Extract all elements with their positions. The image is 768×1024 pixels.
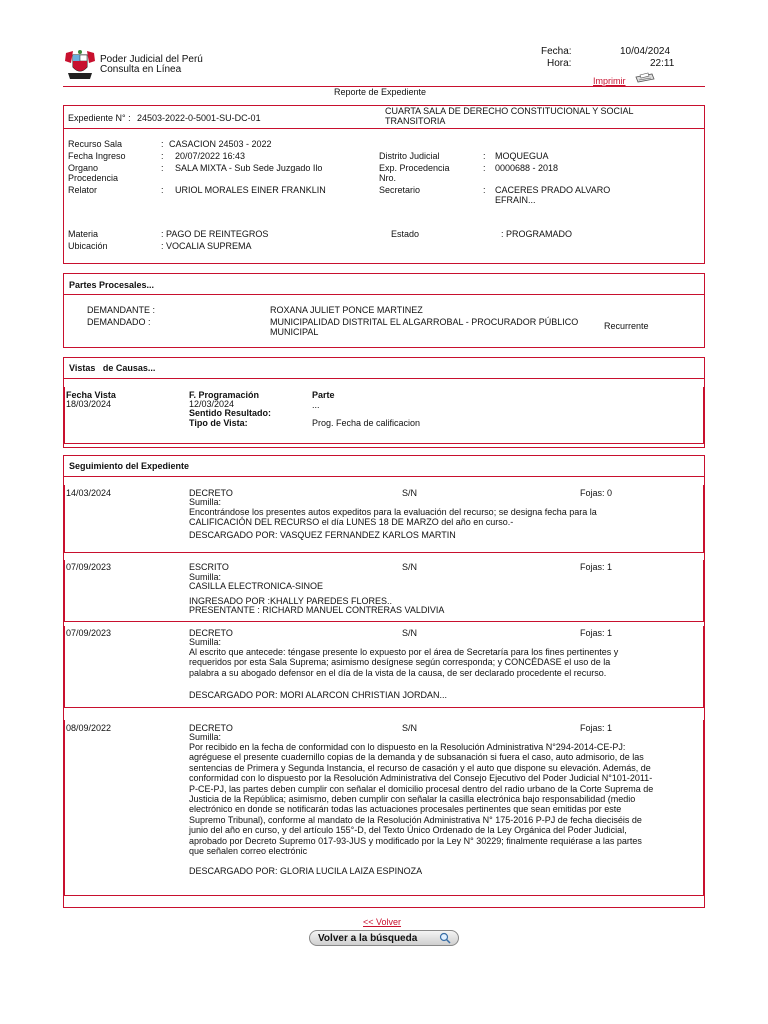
demandado-label: DEMANDADO : xyxy=(87,317,151,327)
exp-procedencia-value: 0000688 - 2018 xyxy=(495,163,559,173)
distrito-label: Distrito Judicial xyxy=(379,151,440,161)
entry-type: DECRETO xyxy=(189,628,233,638)
entry-date: 07/09/2023 xyxy=(66,562,112,572)
entry-sn: S/N xyxy=(402,723,418,733)
hora-value: 22:11 xyxy=(650,58,675,69)
f-programacion-value: 12/03/2024 xyxy=(189,399,235,409)
entry-fojas: Fojas: 1 xyxy=(580,723,613,733)
back-to-search-button[interactable] xyxy=(309,930,459,946)
colon: : xyxy=(161,163,164,173)
vistas-inner-box xyxy=(64,387,704,444)
relator-label: Relator xyxy=(68,185,98,195)
fecha-vista-value: 18/03/2024 xyxy=(66,399,112,409)
entry-date: 08/09/2022 xyxy=(66,723,112,733)
exp-procedencia-label: Exp. Procedencia Nro. xyxy=(379,163,450,183)
print-link[interactable]: Imprimir xyxy=(593,76,626,86)
tipo-vista-value: Prog. Fecha de calificacion xyxy=(312,418,421,428)
demandado-value: MUNICIPALIDAD DISTRITAL EL ALGARROBAL - PROCURADOR PÚBLICO MUNICIPAL xyxy=(270,317,579,337)
entry-text: Encontrándose los presentes autos expeditos para la evaluación del recurso; se designa fecha para la CALIFICACIÓN DEL RECURSO el día LUNES 18 DE MARZO del año en curso.- xyxy=(189,507,597,528)
colon: : xyxy=(161,151,164,161)
seguimiento-title: Seguimiento del Expediente xyxy=(69,461,190,471)
recurso-sala-value: CASACION 24503 - 2022 xyxy=(169,139,272,149)
demandante-label: DEMANDANTE : xyxy=(87,305,156,315)
vistas-title: Vistas de Causas... xyxy=(69,363,156,373)
entry-sumilla-label: Sumilla: xyxy=(189,732,222,742)
partes-title-box xyxy=(63,273,705,295)
fecha-ingreso-label: Fecha Ingreso xyxy=(68,151,126,161)
entry-footer: DESCARGADO POR: VASQUEZ FERNANDEZ KARLOS MARTIN xyxy=(189,530,456,540)
report-title: Reporte de Expediente xyxy=(334,87,427,97)
entry-date: 07/09/2023 xyxy=(66,628,112,638)
relator-value: URIOL MORALES EINER FRANKLIN xyxy=(175,185,326,195)
recurso-sala-label: Recurso Sala xyxy=(68,139,123,149)
org-subtitle: Consulta en Línea xyxy=(100,64,182,75)
fecha-ingreso-value: 20/07/2022 16:43 xyxy=(175,151,246,161)
estado-value: : PROGRAMADO xyxy=(501,229,573,239)
colon: : xyxy=(483,185,486,195)
tipo-vista-label: Tipo de Vista: xyxy=(189,418,248,428)
secretario-value: CACERES PRADO ALVARO EFRAIN... xyxy=(495,185,611,205)
entry-footer: DESCARGADO POR: MORI ALARCON CHRISTIAN JORDAN... xyxy=(189,690,448,700)
materia-label: Materia xyxy=(68,229,99,239)
back-to-search-label: Volver a la búsqueda xyxy=(318,933,418,944)
demandante-value: ROXANA JULIET PONCE MARTINEZ xyxy=(270,305,423,315)
f-programacion-label: F. Programación xyxy=(189,390,260,400)
secretario-label: Secretario xyxy=(379,185,421,195)
entry-text: Al escrito que antecede: téngase presente lo expuesto por el área de Secretaría para los fines pertinentes y requeridos por esta Sala Suprema; asimismo desígnese según corresponda; y CONCÉDASE el uso de la palabra a su abogado defensor en el día de la vista de la causa, de ser declarado procedente el recurso. xyxy=(189,647,619,678)
entry-fojas: Fojas: 1 xyxy=(580,628,613,638)
vistas-title-box xyxy=(63,357,705,379)
ubicacion-label: Ubicación xyxy=(68,241,108,251)
printer-icon[interactable] xyxy=(634,70,656,84)
entry-footer: DESCARGADO POR: GLORIA LUCILA LAIZA ESPINOZA xyxy=(189,866,423,876)
expediente-number: 24503-2022-0-5001-SU-DC-01 xyxy=(137,113,261,123)
colon: : xyxy=(161,185,164,195)
entry-sumilla-label: Sumilla: xyxy=(189,572,222,582)
entry-sumilla-label: Sumilla: xyxy=(189,497,222,507)
sentido-resultado-label: Sentido Resultado: xyxy=(189,408,272,418)
entry-fojas: Fojas: 0 xyxy=(580,488,613,498)
fecha-label: Fecha: xyxy=(541,46,572,57)
entry-sn: S/N xyxy=(402,562,418,572)
recurrente-label: Recurrente xyxy=(604,321,649,331)
organo-label: Organo Procedencia xyxy=(68,163,119,183)
colon: : xyxy=(483,163,486,173)
distrito-value: MOQUEGUA xyxy=(495,151,549,161)
parte-label: Parte xyxy=(312,390,335,400)
sala-name: CUARTA SALA DE DERECHO CONSTITUCIONAL Y SOCIAL TRANSITORIA xyxy=(385,106,634,126)
entry-type: ESCRITO xyxy=(189,562,229,572)
entry-sn: S/N xyxy=(402,488,418,498)
estado-label: Estado xyxy=(391,229,420,239)
materia-value: : PAGO DE REINTEGROS xyxy=(161,229,269,239)
entry-text: Por recibido en la fecha de conformidad con lo dispuesto en la Resolución Administrativa N°294-2014-CE-PJ: agréguese el presente cuadernillo copias de la demanda y de subsanación si fuera el caso, auto admisorio, de las sentencias de Primera y Segunda Instancia, el recurso de casación y el auto que dispone su elevación. Además, de conformidad con lo dispuesto por la Resolución Administrativa del Consejo Ejecutivo del Poder Judicial N°101-2011-P-CE-PJ, las partes deben cumplir con señalar el domicilio procesal dentro del radio urbano de la Corte Suprema de Justicia de la República; asimismo, deben cumplir con señalar la casilla electrónica bajo responsabilidad (medio electrónico en donde se notificarán todas las actuaciones procesales pertinentes que sean emitidas por este Supremo Tribunal), conforme al mandato de la Resolución Administrativa N° 175-2016 P-PJ de fecha dieciséis de junio del año en curso, y del artículo 155°-D, del Texto Único Ordenado de la Ley Orgánica del Poder Judicial, aprobado por Decreto Supremo 017-93-JUS y modificado por la Ley N° 30229; finalmente requiérase a las partes que señalen correo electrónic xyxy=(189,742,654,857)
peru-coat-of-arms-logo xyxy=(63,49,97,81)
colon: : xyxy=(161,139,164,149)
hora-label: Hora: xyxy=(547,58,572,69)
entry-sn: S/N xyxy=(402,628,418,638)
ubicacion-value: : VOCALIA SUPREMA xyxy=(161,241,252,251)
expediente-number-label: Expediente N° : xyxy=(68,113,131,123)
search-icon xyxy=(438,932,452,950)
parte-value: ... xyxy=(312,400,320,410)
entry-sumilla-label: Sumilla: xyxy=(189,637,222,647)
entry-type: DECRETO xyxy=(189,488,233,498)
entry-footer-presentante: PRESENTANTE : RICHARD MANUEL CONTRERAS VALDIVIA xyxy=(189,605,445,615)
partes-title: Partes Procesales... xyxy=(69,280,155,290)
colon: : xyxy=(483,151,486,161)
entry-fojas: Fojas: 1 xyxy=(580,562,613,572)
entry-date: 14/03/2024 xyxy=(66,488,112,498)
entry-footer: INGRESADO POR :KHALLY PAREDES FLORES.. xyxy=(189,596,393,606)
organo-value: SALA MIXTA - Sub Sede Juzgado Ilo xyxy=(175,163,323,173)
entry-text: CASILLA ELECTRONICA-SINOE xyxy=(189,581,324,591)
fecha-vista-label: Fecha Vista xyxy=(66,390,116,400)
entry-type: DECRETO xyxy=(189,723,233,733)
org-name: Poder Judicial del Perú xyxy=(100,54,203,65)
volver-link[interactable]: << Volver xyxy=(363,917,402,927)
fecha-value: 10/04/2024 xyxy=(620,46,671,57)
